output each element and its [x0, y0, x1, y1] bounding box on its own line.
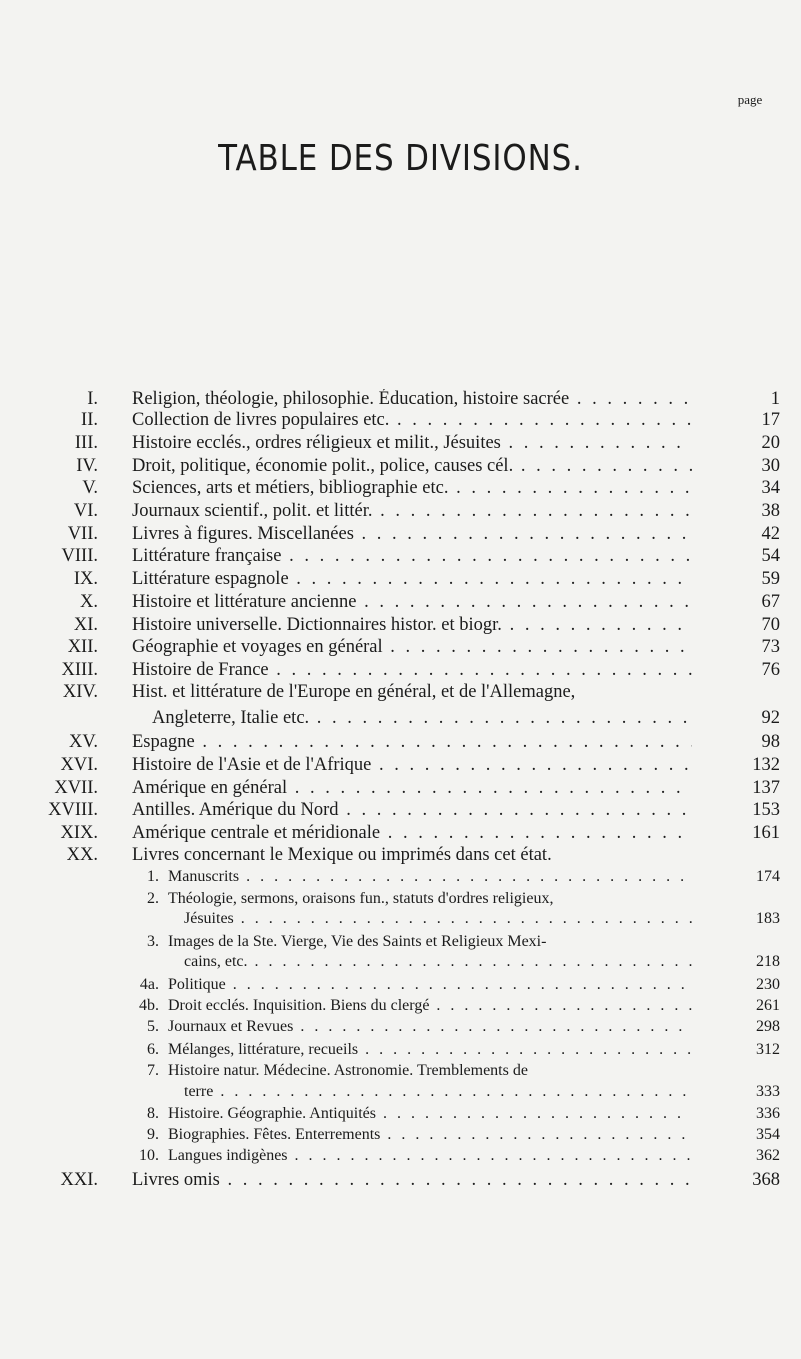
toc-number: I.: [87, 389, 98, 409]
toc-row: [0, 1170, 801, 1196]
toc-number: XXI.: [60, 1170, 98, 1190]
toc-page: 336: [756, 1105, 780, 1122]
toc-page: 1: [770, 389, 780, 409]
toc-title: Livres concernant le Mexique ou imprimés dans cet état.: [132, 845, 552, 865]
toc-page: 42: [761, 524, 780, 544]
toc-page: 67: [761, 592, 780, 612]
toc-number: XIX.: [60, 823, 98, 843]
toc-title: Géographie et voyages en général . . .: [132, 637, 692, 658]
toc-title: Littérature française . . .: [132, 546, 692, 567]
toc-number: III.: [74, 433, 98, 453]
toc-title: Amérique en général . . .: [132, 778, 692, 799]
toc-title: Langues indigènes . . .: [168, 1147, 692, 1165]
toc-number: 8.: [147, 1105, 159, 1122]
toc-page: 230: [756, 976, 780, 993]
toc-title: Jésuites . . .: [184, 910, 692, 928]
toc-title: Biographies. Fêtes. Enterrements . . .: [168, 1126, 692, 1144]
toc-title: Histoire universelle. Dictionnaires histor. et biogr. . . .: [132, 615, 692, 636]
toc-number: XX.: [66, 845, 98, 865]
toc-page: 76: [761, 660, 780, 680]
toc-page: 137: [752, 778, 780, 798]
toc-page: 183: [756, 910, 780, 927]
toc-number: X.: [80, 592, 98, 612]
toc-page: 30: [761, 456, 780, 476]
toc-page: 73: [761, 637, 780, 657]
toc-title: Histoire. Géographie. Antiquités . . .: [168, 1105, 692, 1123]
toc-title: cains, etc. . . .: [184, 953, 692, 971]
toc-title: Histoire et littérature ancienne . . .: [132, 592, 692, 613]
toc-title: Politique . . .: [168, 976, 692, 994]
toc-page: 218: [756, 953, 780, 970]
toc-title: Manuscrits . . .: [168, 868, 692, 886]
toc-page: 17: [761, 410, 780, 430]
toc-title: Hist. et littérature de l'Europe en général, et de l'Allemagne,: [132, 682, 576, 702]
toc-title: Histoire ecclés., ordres réligieux et milit., Jésuites . . .: [132, 433, 692, 454]
toc-title: Histoire de France . . .: [132, 660, 692, 681]
toc-title: Droit ecclés. Inquisition. Biens du clergé . . .: [168, 997, 692, 1015]
toc-number: XI.: [73, 615, 98, 635]
toc-number: 7.: [147, 1062, 159, 1079]
toc-title: Droit, politique, économie polit., police, causes cél. . . .: [132, 456, 692, 477]
toc-page: 92: [761, 708, 780, 728]
toc-number: 2.: [147, 890, 159, 907]
toc-title: Littérature espagnole . . .: [132, 569, 692, 590]
toc-page: 153: [752, 800, 780, 820]
toc-row: [0, 682, 801, 708]
toc-title: Antilles. Amérique du Nord . . .: [132, 800, 692, 821]
toc-number: XV.: [69, 732, 98, 752]
toc-number: XVI.: [60, 755, 98, 775]
toc-title: Théologie, sermons, oraisons fun., statuts d'ordres religieux,: [168, 890, 554, 907]
page-title: TABLE DES DIVISIONS.: [218, 138, 583, 179]
toc-number: II.: [81, 410, 98, 430]
toc-number: VI.: [73, 501, 98, 521]
toc-title: Sciences, arts et métiers, bibliographie etc. . . .: [132, 478, 692, 499]
toc-title: Livres omis . . .: [132, 1170, 692, 1191]
toc-title: Espagne . . .: [132, 732, 692, 753]
toc-title: terre . . .: [184, 1083, 692, 1101]
toc-number: 6.: [147, 1041, 159, 1058]
toc-number: 9.: [147, 1126, 159, 1143]
toc-page: 70: [761, 615, 780, 635]
toc-title: Journaux et Revues . . .: [168, 1018, 692, 1036]
toc-title: Angleterre, Italie etc. . . .: [152, 708, 692, 729]
toc-page: 38: [761, 501, 780, 521]
toc-title: Mélanges, littérature, recueils . . .: [168, 1041, 692, 1059]
toc-page: 261: [756, 997, 780, 1014]
toc-title: Amérique centrale et méridionale . . .: [132, 823, 692, 844]
toc-page: 54: [761, 546, 780, 566]
toc-number: XIII.: [61, 660, 98, 680]
page-column-header: page: [737, 92, 763, 107]
toc-title: Histoire natur. Médecine. Astronomie. Tremblements de: [168, 1062, 528, 1079]
toc-page: 98: [761, 732, 780, 752]
toc-number: VII.: [67, 524, 98, 544]
toc-page: 132: [752, 755, 780, 775]
toc-page: 298: [756, 1018, 780, 1035]
toc-number: 10.: [139, 1147, 159, 1164]
toc-title: Histoire de l'Asie et de l'Afrique . . .: [132, 755, 692, 776]
toc-title: Collection de livres populaires etc. . . .: [132, 410, 692, 431]
toc-page: 161: [752, 823, 780, 843]
toc-page: 20: [761, 433, 780, 453]
toc-page: 34: [761, 478, 780, 498]
toc-number: 4a.: [139, 976, 159, 993]
toc-number: 4b.: [139, 997, 159, 1014]
toc-title: Religion, théologie, philosophie. Éducation, histoire sacrée . . .: [132, 389, 692, 410]
toc-title: Livres à figures. Miscellanées . . .: [132, 524, 692, 545]
toc-number: V.: [82, 478, 98, 498]
toc-number: IV.: [76, 456, 98, 476]
toc-title: Images de la Ste. Vierge, Vie des Saints et Religieux Mexi-: [168, 933, 547, 950]
toc-title: Journaux scientif., polit. et littér. . . .: [132, 501, 692, 522]
toc-page: 333: [756, 1083, 780, 1100]
toc-number: XII.: [67, 637, 98, 657]
toc-page: 368: [752, 1170, 780, 1190]
toc-page: 354: [756, 1126, 780, 1143]
toc-number: XVII.: [54, 778, 98, 798]
toc-row: [0, 708, 801, 734]
toc-page: 312: [756, 1041, 780, 1058]
toc-number: 3.: [147, 933, 159, 950]
toc-number: 1.: [147, 868, 159, 885]
toc-page: 362: [756, 1147, 780, 1164]
toc-page: 174: [756, 868, 780, 885]
toc-number: VIII.: [61, 546, 98, 566]
toc-number: XVIII.: [48, 800, 98, 820]
toc-number: IX.: [73, 569, 98, 589]
toc-page: 59: [761, 569, 780, 589]
toc-number: 5.: [147, 1018, 159, 1035]
toc-number: XIV.: [62, 682, 98, 702]
